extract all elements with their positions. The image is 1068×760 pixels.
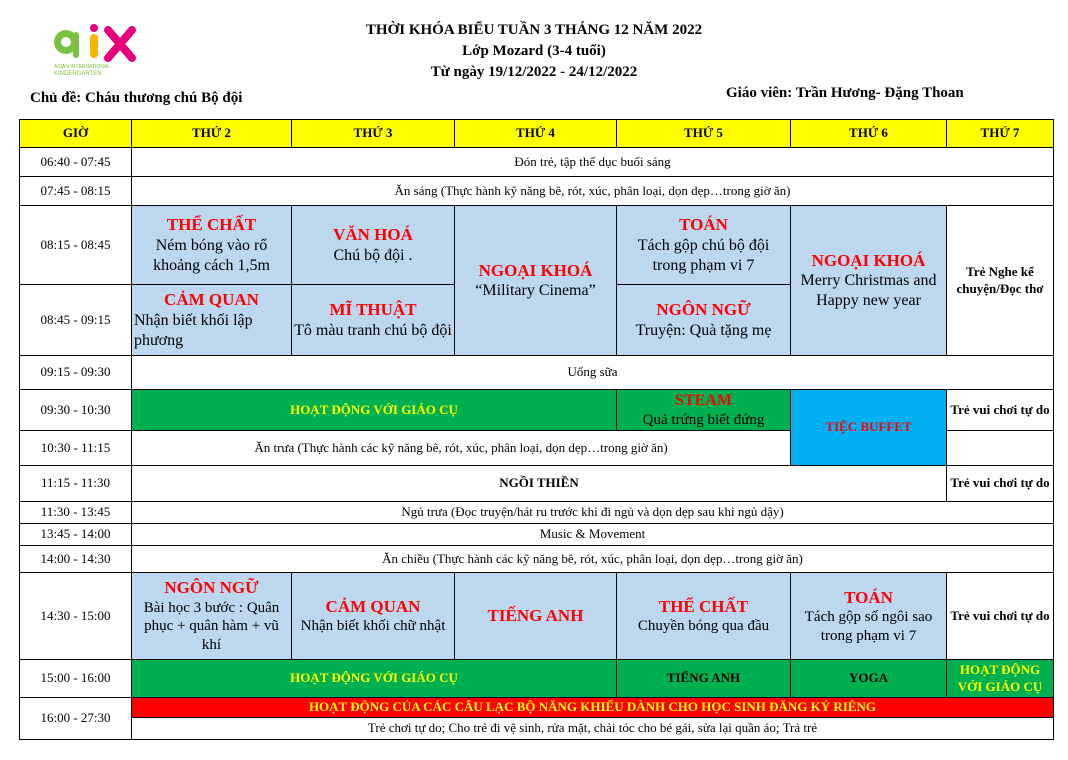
time-cell: 08:15 - 08:45 (20, 206, 132, 285)
col-time: GIỜ (20, 120, 132, 148)
subject: NGOẠI KHOÁ (478, 260, 593, 280)
lesson-cell (617, 285, 791, 356)
activity-cell: Ăn chiều (Thực hành các kỹ năng bê, rót, xúc, phân loại, dọn dẹp…trong giờ ăn) (132, 546, 1054, 573)
time-cell: 08:45 - 09:15 (20, 285, 132, 356)
activity-cell: NGỒI THIỀN (132, 466, 947, 502)
activity-cell: Ăn trưa (Thực hành các kỹ năng bê, rót, xúc, phân loại, dọn dẹp…trong giờ ăn) (132, 431, 791, 466)
club-cell: HOẠT ĐỘNG CỦA CÁC CÂU LẠC BỘ NĂNG KHIẾU DÀNH CHO HỌC SINH ĐĂNG KÝ RIÊNG (132, 698, 1054, 718)
logo-caption-2: KINDERGARTEN (54, 71, 102, 77)
activity-cell: Đón trẻ, tập thể dục buổi sáng (132, 148, 1054, 177)
activity-cell: YOGA (791, 660, 947, 698)
table-row (20, 573, 1054, 660)
time-cell: 10:30 - 11:15 (20, 431, 132, 466)
subject: NGÔN NGỮ (656, 300, 751, 320)
lesson-cell (132, 285, 292, 356)
activity-cell: HOẠT ĐỘNG VỚI GIÁO CỤ (947, 660, 1054, 698)
lesson-cell (617, 390, 791, 431)
col-thu: THỨ 5 (617, 120, 791, 148)
table-row (20, 718, 1054, 740)
time-cell: 13:45 - 14:00 (20, 524, 132, 546)
lesson-cell (617, 206, 791, 285)
schedule-title: THỜI KHÓA BIỂU TUẦN 3 THÁNG 12 NĂM 2022 (365, 22, 703, 38)
activity-cell: Music & Movement (132, 524, 1054, 546)
lesson-detail: Chuyền bóng qua đầu (637, 618, 770, 635)
time-cell: 07:45 - 08:15 (20, 177, 132, 206)
subject: MĨ THUẬT (329, 300, 417, 320)
activity-cell: HOẠT ĐỘNG VỚI GIÁO CỤ (132, 660, 617, 698)
lesson-cell (791, 573, 947, 660)
table-row (20, 660, 1054, 698)
logo-caption-1: ASIAN INTERNATIONAL (54, 64, 111, 70)
time-cell: 16:00 - 27:30 (20, 698, 132, 740)
subject: NGÔN NGỮ (164, 578, 259, 598)
lesson-detail: Bài học 3 bước : Quân phục + quân hàm + vũ khí (143, 599, 280, 653)
teacher-label: Giáo viên: Trần Hương- Đặng Thoan (726, 85, 964, 101)
class-name: Lớp Mozard (3-4 tuổi) (462, 43, 606, 59)
lesson-cell (292, 285, 455, 356)
lesson-cell (132, 206, 292, 285)
lesson-cell (455, 573, 617, 660)
activity-cell: Ăn sáng (Thực hành kỹ năng bê, rót, xúc, phân loại, dọn dẹp…trong giờ ăn) (132, 177, 1054, 206)
subject: STEAM (675, 391, 732, 409)
lesson-detail: Merry Christmas and Happy new year (800, 272, 937, 310)
col-tue: THỨ 3 (292, 120, 455, 148)
subject: THỂ CHẤT (658, 597, 749, 616)
time-cell: 15:00 - 16:00 (20, 660, 132, 698)
lesson-detail: Tách gộp chú bộ đội trong phạm vi 7 (637, 236, 770, 274)
activity-cell: Trẻ chơi tự do; Cho trẻ đi vệ sinh, rửa mặt, chải tóc cho bé gái, sửa lại quần áo; Trả trẻ (132, 718, 1054, 740)
col-wed: THỨ 4 (455, 120, 617, 148)
topic-label: Chủ đề: Cháu thương chú Bộ đội (30, 90, 243, 106)
subject: VĂN HOÁ (333, 225, 413, 245)
empty-cell (947, 431, 1054, 466)
lesson-detail: “Military Cinema” (475, 282, 596, 300)
lesson-cell (292, 573, 455, 660)
table-row (20, 698, 1054, 718)
lesson-cell (455, 206, 617, 356)
lesson-detail: Tô màu tranh chú bộ đội (294, 321, 452, 339)
activity-cell: TIẾNG ANH (617, 660, 791, 698)
subject: TIẾNG ANH (487, 606, 584, 626)
lesson-cell (292, 206, 455, 285)
table-row (20, 546, 1054, 573)
time-cell: 11:15 - 11:30 (20, 466, 132, 502)
saturday-cell: Trẻ vui chơi tự do (947, 466, 1054, 502)
timetable (19, 119, 1054, 740)
col-mon: THỨ 2 (132, 120, 292, 148)
date-range: Từ ngày 19/12/2022 - 24/12/2022 (430, 64, 638, 80)
col-fri: THỨ 6 (791, 120, 947, 148)
buffet-cell: TIỆC BUFFET (791, 390, 947, 466)
time-cell: 14:00 - 14:30 (20, 546, 132, 573)
table-row (20, 502, 1054, 524)
lesson-cell (132, 573, 292, 660)
activity-cell: Ngủ trưa (Đọc truyện/hát ru trước khi đi ngủ và dọn dẹp sau khi ngủ dậy) (132, 502, 1054, 524)
col-sat: THỨ 7 (947, 120, 1054, 148)
table-row (20, 177, 1054, 206)
saturday-cell: Trẻ Nghe kể chuyện/Đọc thơ (947, 206, 1054, 356)
activity-cell: HOẠT ĐỘNG VỚI GIÁO CỤ (132, 390, 617, 431)
header-row (20, 120, 1054, 148)
table-row (20, 390, 1054, 431)
lesson-cell (791, 206, 947, 356)
lesson-detail: Chú bộ đội . (333, 246, 413, 264)
table-row (20, 466, 1054, 502)
time-cell: 09:30 - 10:30 (20, 390, 132, 431)
lesson-detail: Ném bóng vào rổ khoảng cách 1,5m (153, 236, 270, 274)
activity-cell: Uống sữa (132, 356, 1054, 390)
subject: TOÁN (679, 215, 728, 235)
subject: CẢM QUAN (164, 290, 259, 310)
table-row (20, 356, 1054, 390)
saturday-cell: Trẻ vui chơi tự do (947, 390, 1054, 431)
lesson-detail: Nhận biết khối lập phương (134, 311, 253, 349)
saturday-cell: Trẻ vui chơi tự do (947, 573, 1054, 660)
time-cell: 06:40 - 07:45 (20, 148, 132, 177)
lesson-cell (617, 573, 791, 660)
lesson-detail: Quả trứng biết đứng (642, 411, 765, 428)
time-cell: 09:15 - 09:30 (20, 356, 132, 390)
time-cell: 11:30 - 13:45 (20, 502, 132, 524)
lesson-detail: Nhận biết khối chữ nhật (300, 618, 446, 635)
table-row (20, 524, 1054, 546)
subject: CẢM QUAN (325, 597, 421, 616)
table-row (20, 148, 1054, 177)
subject: NGOẠI KHOÁ (811, 250, 926, 270)
subject: THỂ CHẤT (166, 215, 257, 235)
subject: TOÁN (844, 587, 893, 607)
table-row (20, 206, 1054, 285)
time-cell: 14:30 - 15:00 (20, 573, 132, 660)
lesson-detail: Truyện: Quà tặng mẹ (635, 321, 772, 339)
lesson-detail: Tách gộp số ngôi sao trong phạm vi 7 (804, 608, 933, 644)
